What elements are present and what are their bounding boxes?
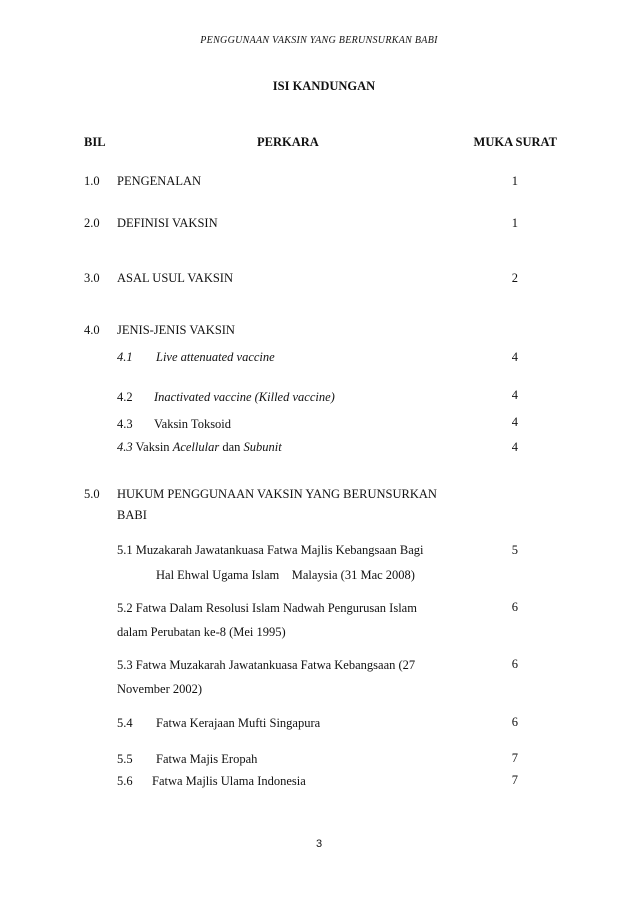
entry-number: 4.0 (84, 323, 100, 337)
entry-page: 1 (511, 216, 518, 230)
column-header-muka-surat: MUKA SURAT (473, 135, 557, 149)
entry-title: DEFINISI VAKSIN (117, 216, 218, 230)
sub-entry-page: 5 (511, 543, 518, 557)
sub-entry-title: Inactivated vaccine (Killed vaccine) (154, 390, 335, 404)
sub-entry-number: 4.2 (117, 390, 133, 404)
entry-number: 1.0 (84, 174, 100, 188)
sub-entry-number: 4.3 (117, 417, 133, 431)
sub-entry-page: 7 (511, 773, 518, 787)
sub-entry-page: 4 (511, 440, 518, 454)
sub-entry-title: 5.1 Muzakarah Jawatankuasa Fatwa Majlis Kebangsaan Bagi (117, 543, 424, 557)
sub-entry-number: 5.4 (117, 716, 133, 730)
sub-entry-number: 4.1 (117, 350, 133, 364)
sub-entry-page: 4 (511, 415, 518, 429)
entry-title: HUKUM PENGGUNAAN VAKSIN YANG BERUNSURKAN (117, 487, 437, 501)
entry-title: JENIS-JENIS VAKSIN (117, 323, 235, 337)
sub-entry-page: 6 (511, 715, 518, 729)
sub-entry-text: Vaksin (135, 440, 170, 454)
sub-entry-title-continued: dalam Perubatan ke-8 (Mei 1995) (117, 625, 286, 639)
entry-page: 2 (511, 271, 518, 285)
entry-title-continued: BABI (117, 508, 147, 522)
sub-entry-page: 4 (511, 350, 518, 364)
column-header-perkara: PERKARA (257, 135, 319, 149)
sub-entry-title (117, 440, 282, 455)
sub-entry-title: 5.2 Fatwa Dalam Resolusi Islam Nadwah Pengurusan Islam (117, 601, 417, 615)
sub-entry-number: 5.5 (117, 752, 133, 766)
entry-number: 5.0 (84, 487, 100, 501)
page-number: 3 (315, 838, 323, 850)
sub-entry-text: Subunit (243, 440, 282, 454)
entry-page: 1 (511, 174, 518, 188)
sub-entry-page: 4 (511, 388, 518, 402)
sub-entry-page: 6 (511, 657, 518, 671)
sub-entry-title: Vaksin Toksoid (154, 417, 232, 431)
sub-entry-title: Live attenuated vaccine (156, 350, 275, 364)
sub-entry-number: 4.3 (117, 440, 133, 454)
entry-title: PENGENALAN (117, 174, 202, 188)
sub-entry-text: Acellular (172, 440, 220, 454)
column-header-bil: BIL (84, 135, 106, 149)
sub-entry-text: dan (222, 440, 241, 454)
sub-entry-page: 6 (511, 600, 518, 614)
sub-entry-page: 7 (511, 751, 518, 765)
running-header: PENGGUNAAN VAKSIN YANG BERUNSURKAN BABI (200, 35, 438, 46)
sub-entry-title: 5.3 Fatwa Muzakarah Jawatankuasa Fatwa Kebangsaan (27 (117, 658, 416, 672)
sub-entry-number: 5.6 (117, 774, 133, 788)
sub-entry-title: Fatwa Majis Eropah (156, 752, 258, 766)
page-title: ISI KANDUNGAN (272, 79, 376, 93)
entry-number: 2.0 (84, 216, 100, 230)
entry-title: ASAL USUL VAKSIN (117, 271, 233, 285)
entry-number: 3.0 (84, 271, 100, 285)
sub-entry-title: Fatwa Majlis Ulama Indonesia (152, 774, 306, 788)
sub-entry-title-continued: November 2002) (117, 682, 203, 696)
sub-entry-title: Fatwa Kerajaan Mufti Singapura (156, 716, 321, 730)
sub-entry-title-continued: Hal Ehwal Ugama Islam Malaysia (31 Mac 2008) (156, 568, 415, 582)
